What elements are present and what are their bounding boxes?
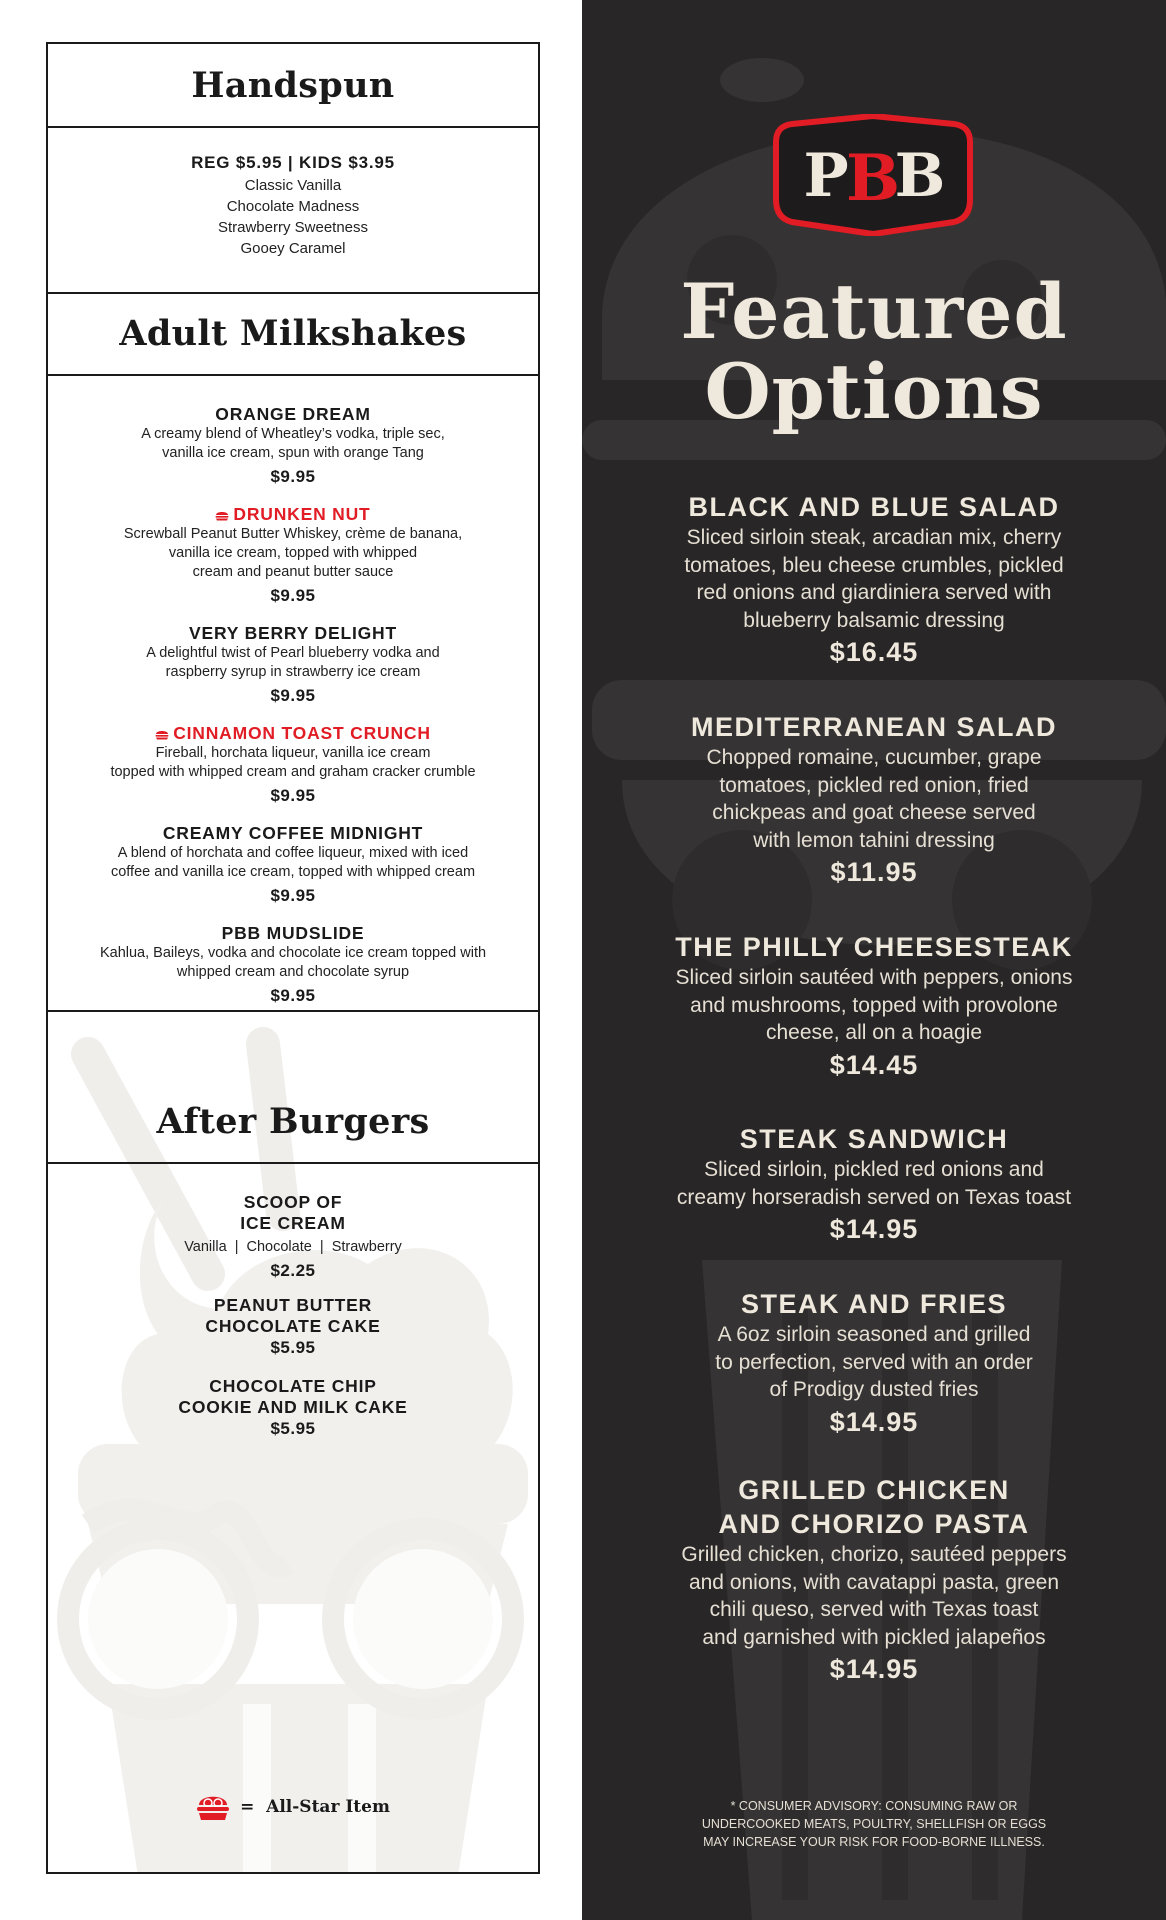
list-item bbox=[48, 823, 538, 906]
featured-item bbox=[582, 1122, 1166, 1245]
flavor-item: Gooey Caramel bbox=[240, 240, 346, 257]
consumer-advisory bbox=[582, 1797, 1166, 1851]
featured-item-desc: Sliced sirloin, pickled red onions and bbox=[704, 1158, 1044, 1181]
item-price: $9.95 bbox=[270, 786, 316, 805]
handspun-section bbox=[48, 44, 538, 294]
item-name-text: DRUNKEN NUT bbox=[233, 504, 371, 524]
featured-item-desc: Sliced sirloin steak, arcadian mix, cherry bbox=[686, 526, 1062, 549]
item-desc: topped with whipped cream and graham cracker crumble bbox=[110, 764, 476, 780]
featured-item bbox=[582, 1287, 1166, 1438]
featured-item-desc: A 6oz sirloin seasoned and grilled bbox=[717, 1323, 1031, 1346]
featured-item-name: GRILLED CHICKEN bbox=[738, 1475, 1010, 1505]
featured-item-price: $14.95 bbox=[829, 1406, 919, 1437]
item-name-text: CINNAMON TOAST CRUNCH bbox=[173, 723, 431, 743]
list-item bbox=[48, 404, 538, 487]
list-item bbox=[48, 923, 538, 1006]
legend-text: = All-Star Item bbox=[240, 1797, 390, 1817]
pbb-logo bbox=[770, 114, 976, 236]
item-desc: vanilla ice cream, topped with whipped bbox=[168, 545, 418, 561]
logo-letter: P bbox=[803, 141, 849, 211]
item-name: PEANUT BUTTER bbox=[213, 1295, 373, 1315]
item-price: $2.25 bbox=[270, 1261, 316, 1280]
item-price: $5.95 bbox=[270, 1338, 316, 1357]
list-item bbox=[48, 723, 538, 806]
item-price: $5.95 bbox=[270, 1419, 316, 1438]
item-desc: cream and peanut butter sauce bbox=[192, 564, 394, 580]
featured-item bbox=[582, 490, 1166, 668]
featured-item-price: $14.95 bbox=[829, 1214, 919, 1244]
featured-item-desc: and garnished with pickled jalapeños bbox=[702, 1625, 1046, 1649]
after-burgers-section bbox=[48, 1080, 538, 1439]
item-desc: whipped cream and chocolate syrup bbox=[176, 964, 410, 980]
item-name: VERY BERRY DELIGHT bbox=[189, 623, 397, 643]
item-desc: Kahlua, Baileys, vodka and chocolate ice cream topped with bbox=[99, 945, 487, 961]
featured-item-name: AND CHORIZO PASTA bbox=[718, 1509, 1030, 1539]
item-name bbox=[48, 504, 538, 525]
featured-item-desc: Sliced sirloin sautéed with peppers, onions bbox=[675, 966, 1073, 989]
featured-item-desc: Chopped romaine, cucumber, grape bbox=[706, 746, 1042, 769]
item-name: COOKIE AND MILK CAKE bbox=[178, 1397, 408, 1417]
featured-item-price: $14.45 bbox=[829, 1049, 919, 1080]
item-price: $9.95 bbox=[270, 467, 316, 486]
after-burgers-list bbox=[48, 1164, 538, 1439]
item-desc: Fireball, horchata liqueur, vanilla ice cream bbox=[155, 745, 431, 761]
advisory-line: * CONSUMER ADVISORY: CONSUMING RAW OR bbox=[730, 1799, 1018, 1813]
featured-item-price: $11.95 bbox=[830, 857, 918, 887]
item-name: CHOCOLATE CHIP bbox=[209, 1376, 377, 1396]
handspun-heading: Handspun bbox=[48, 44, 538, 128]
list-item bbox=[48, 1192, 538, 1281]
advisory-line: MAY INCREASE YOUR RISK FOR FOOD-BORNE ILLNESS. bbox=[703, 1835, 1045, 1849]
item-name: CREAMY COFFEE MIDNIGHT bbox=[162, 823, 424, 843]
item-name: ORANGE DREAM bbox=[215, 404, 371, 424]
featured-item-name: STEAK AND FRIES bbox=[740, 1289, 1007, 1319]
featured-title-line: Featured bbox=[680, 267, 1068, 356]
advisory-line: UNDERCOOKED MEATS, POULTRY, SHELLFISH OR EGGS bbox=[701, 1817, 1047, 1831]
burger-icon bbox=[196, 1792, 230, 1822]
featured-item bbox=[582, 930, 1166, 1081]
item-price: $9.95 bbox=[270, 886, 316, 905]
list-item bbox=[48, 1376, 538, 1439]
item-name bbox=[48, 723, 538, 744]
featured-item-desc: blueberry balsamic dressing bbox=[743, 608, 1005, 632]
adult-milkshakes-list bbox=[48, 376, 538, 1012]
flavor-item: Strawberry Sweetness bbox=[217, 219, 369, 236]
adult-milkshakes-section bbox=[48, 292, 538, 1012]
handspun-pricing: REG $5.95 | KIDS $3.95 bbox=[191, 153, 395, 172]
item-name: ICE CREAM bbox=[240, 1213, 346, 1233]
featured-item-price: $14.95 bbox=[829, 1654, 919, 1684]
featured-item bbox=[582, 710, 1166, 888]
featured-title bbox=[582, 267, 1166, 436]
item-name: PBB MUDSLIDE bbox=[221, 923, 365, 943]
after-burgers-heading: After Burgers bbox=[48, 1080, 538, 1164]
flavor-item: Chocolate Madness bbox=[226, 198, 360, 215]
flavor-item: Classic Vanilla bbox=[244, 177, 342, 194]
featured-item-name: MEDITERRANEAN SALAD bbox=[691, 712, 1057, 742]
left-menu-panel bbox=[0, 0, 582, 1920]
list-item bbox=[48, 504, 538, 606]
logo-letter: B bbox=[845, 141, 901, 216]
featured-title-line: Options bbox=[704, 347, 1044, 436]
featured-item-desc: and onions, with cavatappi pasta, green bbox=[688, 1570, 1060, 1594]
featured-item-name: STEAK SANDWICH bbox=[739, 1124, 1009, 1154]
featured-item-desc: tomatoes, pickled red onion, fried bbox=[719, 773, 1029, 797]
item-desc: A blend of horchata and coffee liqueur, mixed with iced bbox=[117, 845, 469, 861]
all-star-legend bbox=[48, 1792, 538, 1822]
item-desc: A delightful twist of Pearl blueberry vodka and bbox=[146, 645, 440, 661]
logo-letter: B bbox=[894, 141, 946, 211]
item-name: CHOCOLATE CAKE bbox=[205, 1316, 381, 1336]
featured-item-desc: red onions and giardiniera served with bbox=[696, 581, 1052, 604]
featured-item-desc: of Prodigy dusted fries bbox=[769, 1378, 979, 1401]
featured-item-desc: tomatoes, bleu cheese crumbles, pickled bbox=[684, 553, 1064, 577]
featured-item-desc: to perfection, served with an order bbox=[715, 1350, 1033, 1374]
adult-milkshakes-heading: Adult Milkshakes bbox=[48, 292, 538, 376]
burger-icon bbox=[215, 510, 229, 521]
featured-item-name: BLACK AND BLUE SALAD bbox=[688, 492, 1060, 522]
item-desc: raspberry syrup in strawberry ice cream bbox=[165, 664, 421, 680]
item-price: $9.95 bbox=[270, 586, 316, 605]
featured-item-desc: creamy horseradish served on Texas toast bbox=[676, 1185, 1072, 1209]
burger-icon bbox=[155, 729, 169, 740]
list-item bbox=[48, 1295, 538, 1358]
item-name: SCOOP OF bbox=[243, 1192, 343, 1212]
featured-item-name: THE PHILLY CHEESESTEAK bbox=[675, 932, 1073, 962]
featured-panel bbox=[582, 0, 1166, 1920]
item-desc: A creamy blend of Wheatley’s vodka, triple sec, bbox=[141, 426, 445, 442]
item-desc: coffee and vanilla ice cream, topped with whipped cream bbox=[110, 864, 476, 880]
featured-item-desc: with lemon tahini dressing bbox=[753, 828, 995, 852]
item-price: $9.95 bbox=[270, 986, 316, 1005]
featured-item-desc: Grilled chicken, chorizo, sautéed peppers bbox=[681, 1543, 1067, 1566]
featured-item-desc: chili queso, served with Texas toast bbox=[709, 1598, 1039, 1621]
featured-item-desc: chickpeas and goat cheese served bbox=[712, 801, 1036, 824]
item-desc: Screwball Peanut Butter Whiskey, crème de banana, bbox=[123, 526, 463, 542]
left-menu-frame bbox=[46, 42, 540, 1874]
item-options: Vanilla | Chocolate | Strawberry bbox=[184, 1239, 402, 1255]
handspun-body bbox=[48, 128, 538, 294]
featured-item-desc: and mushrooms, topped with provolone bbox=[690, 993, 1058, 1017]
list-item bbox=[48, 623, 538, 706]
featured-item bbox=[582, 1473, 1166, 1685]
featured-item-price: $16.45 bbox=[829, 637, 919, 667]
featured-item-desc: cheese, all on a hoagie bbox=[766, 1021, 982, 1044]
item-desc: vanilla ice cream, spun with orange Tang bbox=[162, 445, 424, 461]
item-price: $9.95 bbox=[270, 686, 316, 705]
